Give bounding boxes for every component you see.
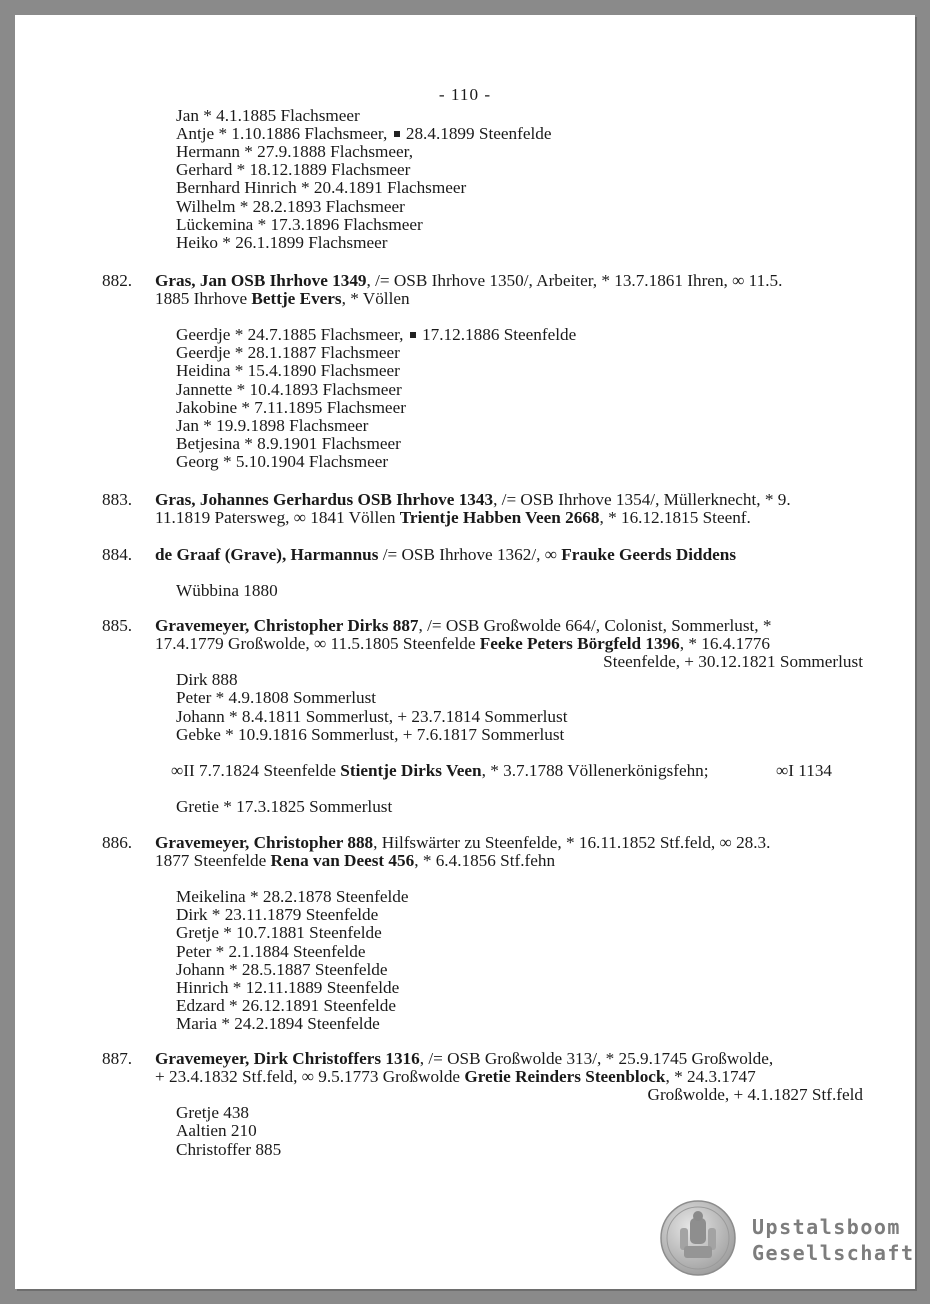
child-line: Geerdje * 24.7.1885 Flachsmeer, 17.12.1886 Steenfelde bbox=[176, 325, 577, 345]
child-line: Gerhard * 18.12.1889 Flachsmeer bbox=[176, 160, 411, 180]
entry-head-line bbox=[155, 852, 555, 870]
entry-text: , /= OSB Ihrhove 1350/, Arbeiter, * 13.7.1861 Ihren, ∞ 11.5. bbox=[366, 271, 783, 290]
child-line: Lückemina * 17.3.1896 Flachsmeer bbox=[176, 214, 423, 234]
child-line: Wilhelm * 28.2.1893 Flachsmeer bbox=[176, 196, 405, 216]
entry-head-line bbox=[155, 272, 782, 290]
child-line: Edzard * 26.12.1891 Steenfelde bbox=[176, 995, 397, 1015]
child-line: Gretie * 17.3.1825 Sommerlust bbox=[176, 796, 393, 816]
entry-text: , /= OSB Großwolde 313/, * 25.9.1745 Großwolde, bbox=[419, 1049, 774, 1068]
entry-head-line bbox=[155, 290, 410, 308]
bold-name: Frauke Geerds Diddens bbox=[561, 545, 737, 564]
entry-number: 884. bbox=[102, 545, 133, 564]
child-line: Gebke * 10.9.1816 Sommerlust, + 7.6.1817 Sommerlust bbox=[176, 724, 565, 744]
bold-name: Bettje Evers bbox=[251, 289, 342, 309]
burial-square-icon bbox=[410, 332, 416, 338]
entry-text: ∞II 7.7.1824 Steenfelde bbox=[171, 760, 341, 780]
entry-head-line bbox=[155, 509, 751, 527]
document-page bbox=[15, 15, 915, 1289]
child-line: Gretje 438 bbox=[176, 1103, 250, 1123]
entry-head-line bbox=[155, 1050, 773, 1068]
child-line: Dirk * 23.11.1879 Steenfelde bbox=[176, 905, 379, 925]
child-line: Jannette * 10.4.1893 Flachsmeer bbox=[176, 379, 402, 399]
entry-head-line bbox=[155, 1068, 756, 1086]
child-line: Peter * 2.1.1884 Steenfelde bbox=[176, 941, 366, 961]
child-line: Jakobine * 7.11.1895 Flachsmeer bbox=[176, 397, 406, 417]
entry-text: , /= OSB Großwolde 664/, Colonist, Sommerlust, * bbox=[418, 616, 772, 635]
entry-text: , * 16.12.1815 Steenf. bbox=[599, 508, 751, 528]
child-line: Jan * 4.1.1885 Flachsmeer bbox=[176, 106, 360, 125]
bold-name: de Graaf (Grave), Harmannus bbox=[155, 545, 379, 564]
bold-name: Gravemeyer, Dirk Christoffers 1316 bbox=[155, 1049, 420, 1068]
entry-head-line bbox=[155, 546, 736, 564]
logo-text-line-1: Upstalsboom bbox=[752, 1215, 901, 1239]
child-line: Aaltien 210 bbox=[176, 1121, 257, 1141]
entry-text: 1877 Steenfelde bbox=[155, 851, 271, 871]
entry-text: , * 24.3.1747 bbox=[665, 1067, 756, 1087]
entry-text: , * 6.4.1856 Stf.fehn bbox=[414, 851, 556, 871]
entry-head-line bbox=[155, 617, 772, 635]
child-line: Jan * 19.9.1898 Flachsmeer bbox=[176, 415, 369, 435]
entry-continuation-right: Steenfelde, + 30.12.1821 Sommerlust bbox=[603, 652, 863, 672]
entry-text: 1885 Ihrhove bbox=[155, 289, 252, 309]
entry-text: + 23.4.1832 Stf.feld, ∞ 9.5.1773 Großwolde bbox=[155, 1067, 465, 1087]
entry-number: 882. bbox=[102, 271, 133, 290]
bold-name: Stientje Dirks Veen bbox=[340, 760, 482, 780]
child-line: Johann * 8.4.1811 Sommerlust, + 23.7.1814 Sommerlust bbox=[176, 706, 568, 726]
child-line: Heidina * 15.4.1890 Flachsmeer bbox=[176, 361, 400, 381]
entry-text: 17.4.1779 Großwolde, ∞ 11.5.1805 Steenfelde bbox=[155, 634, 480, 654]
entry-text: , * 3.7.1788 Völlenerkönigsfehn; bbox=[481, 760, 709, 780]
child-line: Maria * 24.2.1894 Steenfelde bbox=[176, 1013, 380, 1033]
entry-number: 886. bbox=[102, 833, 133, 852]
entry-head-line bbox=[155, 635, 770, 653]
bold-name: Gras, Jan OSB Ihrhove 1349 bbox=[155, 271, 367, 290]
entry-number: 883. bbox=[102, 490, 133, 509]
child-line: Meikelina * 28.2.1878 Steenfelde bbox=[176, 887, 409, 907]
page-number: - 110 - bbox=[438, 85, 492, 104]
entry-number: 887. bbox=[102, 1049, 133, 1068]
burial-square-icon bbox=[394, 131, 400, 137]
child-line: Christoffer 885 bbox=[176, 1139, 282, 1159]
bold-name: Gravemeyer, Christopher Dirks 887 bbox=[155, 616, 419, 635]
entry-text: , /= OSB Ihrhove 1354/, Müllerknecht, * 9. bbox=[493, 490, 791, 509]
child-line: Gretje * 10.7.1881 Steenfelde bbox=[176, 923, 382, 943]
upstalsboom-seal-icon bbox=[660, 1200, 736, 1276]
logo-text-line-2: Gesellschaft bbox=[752, 1241, 915, 1265]
child-line: Heiko * 26.1.1899 Flachsmeer bbox=[176, 232, 388, 252]
child-line: Johann * 28.5.1887 Steenfelde bbox=[176, 959, 388, 979]
child-line: Georg * 5.10.1904 Flachsmeer bbox=[176, 451, 389, 471]
entry-text: , * Völlen bbox=[341, 289, 410, 309]
child-line: Hinrich * 12.11.1889 Steenfelde bbox=[176, 977, 400, 997]
entry-head-line bbox=[155, 834, 770, 852]
entry-head-line bbox=[155, 491, 791, 509]
child-line: Betjesina * 8.9.1901 Flachsmeer bbox=[176, 433, 401, 453]
entry-text: , * 16.4.1776 bbox=[679, 634, 770, 654]
bold-name: Gravemeyer, Christopher 888 bbox=[155, 833, 374, 852]
entry-text: 11.1819 Patersweg, ∞ 1841 Völlen bbox=[155, 508, 400, 528]
child-line: Peter * 4.9.1808 Sommerlust bbox=[176, 688, 377, 708]
entry-continuation-right: Großwolde, + 4.1.1827 Stf.feld bbox=[647, 1085, 863, 1105]
bold-name: Trientje Habben Veen 2668 bbox=[399, 508, 600, 528]
child-line: Wübbina 1880 bbox=[176, 581, 278, 601]
second-marriage-ref: ∞I 1134 bbox=[776, 760, 833, 780]
entry-text: /= OSB Ihrhove 1362/, ∞ bbox=[378, 545, 562, 564]
bold-name: Feeke Peters Börgfeld 1396 bbox=[479, 634, 680, 654]
child-line: Bernhard Hinrich * 20.4.1891 Flachsmeer bbox=[176, 178, 467, 198]
bold-name: Rena van Deest 456 bbox=[270, 851, 415, 871]
entry-text: , Hilfswärter zu Steenfelde, * 16.11.1852 Stf.feld, ∞ 28.3. bbox=[373, 833, 771, 852]
entry-number: 885. bbox=[102, 616, 133, 635]
child-line: Geerdje * 28.1.1887 Flachsmeer bbox=[176, 343, 400, 363]
child-line: Hermann * 27.9.1888 Flachsmeer, bbox=[176, 142, 414, 162]
bold-name: Gras, Johannes Gerhardus OSB Ihrhove 1343 bbox=[155, 490, 494, 509]
child-line: Dirk 888 bbox=[176, 670, 238, 690]
second-marriage-line bbox=[171, 762, 709, 780]
child-line: Antje * 1.10.1886 Flachsmeer, 28.4.1899 Steenfelde bbox=[176, 124, 552, 144]
bold-name: Gretie Reinders Steenblock bbox=[464, 1067, 666, 1087]
